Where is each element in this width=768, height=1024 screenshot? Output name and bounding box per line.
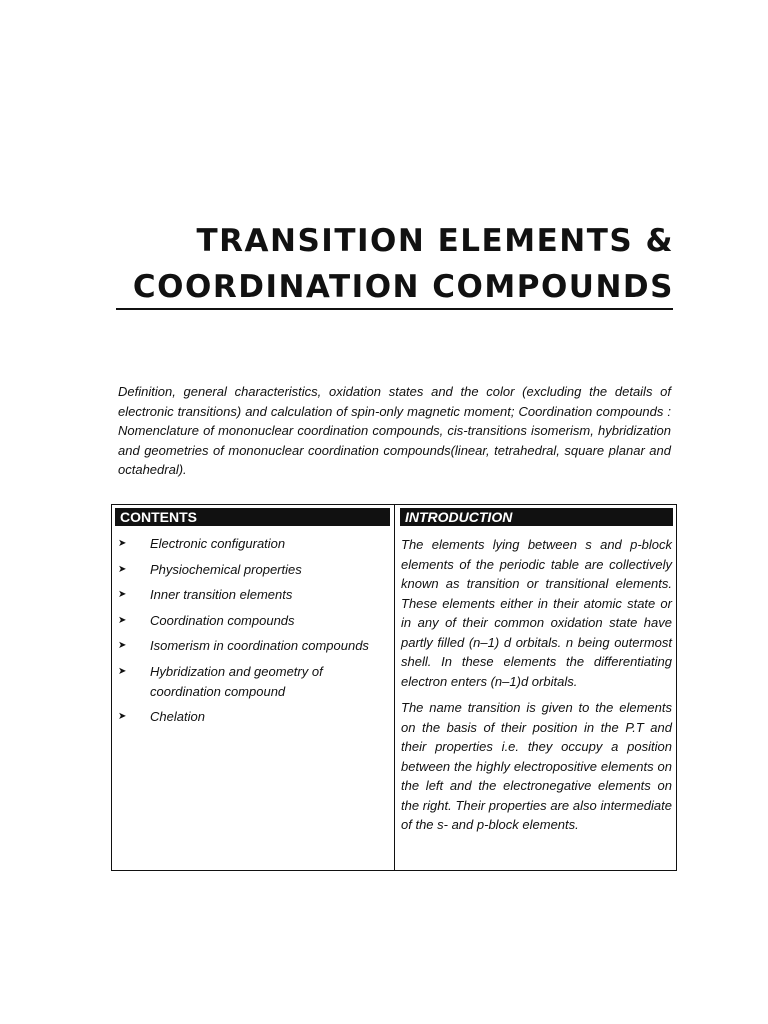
- arrow-bullet-icon: ➤: [118, 640, 127, 651]
- contents-introduction-box: [111, 504, 677, 871]
- introduction-paragraph: The name transition is given to the elements on the basis of their position in the P.T and their properties i.e. they occupy a position between the highly electropositive elements on the left and the electronegative elements on the right. Their properties are also intermediate of the s- and p-block elements.: [401, 700, 672, 832]
- arrow-bullet-icon: ➤: [118, 538, 127, 549]
- contents-heading: CONTENTS: [115, 508, 390, 526]
- contents-item-label: Physiochemical properties: [150, 561, 302, 577]
- contents-item-label: Hybridization and geometry of coordination compound: [150, 663, 323, 699]
- list-item: [116, 662, 394, 702]
- chapter-title-line-2: COORDINATION COMPOUNDS: [132, 269, 674, 305]
- introduction-paragraph: The elements lying between s and p-block elements of the periodic table are collectively known as transition or transitional elements. These elements either in their atomic state or in any of their common oxidation state have partly filled (n–1) d orbitals. n being outermost shell. In these elements the differentiating electron enters (n–1)d orbitals.: [401, 537, 672, 689]
- chapter-title: [118, 218, 674, 310]
- arrow-bullet-icon: ➤: [118, 589, 127, 600]
- syllabus-paragraph: Definition, general characteristics, oxidation states and the color (excluding the details of electronic transitions) and calculation of spin-only magnetic moment; Coordination compounds : Nomenclature of mononuclear coordination compounds, cis-transitions isomerism, hybridization and geometries of mononuclear coordination compounds(linear, tetrahedral, square planar and octahedral).: [118, 384, 671, 478]
- arrow-bullet-icon: ➤: [118, 711, 127, 722]
- list-item: [116, 707, 394, 727]
- chapter-title-line-1: TRANSITION ELEMENTS &: [196, 223, 674, 259]
- contents-list: [116, 534, 394, 733]
- list-item: [116, 636, 394, 656]
- contents-item-label: Electronic configuration: [150, 536, 286, 551]
- arrow-bullet-icon: ➤: [118, 563, 127, 575]
- contents-item-label: Isomerism in coordination compounds: [150, 638, 369, 653]
- introduction-body: [401, 535, 672, 842]
- arrow-bullet-icon: ➤: [118, 614, 127, 626]
- arrow-bullet-icon: ➤: [118, 665, 127, 677]
- introduction-heading: INTRODUCTION: [400, 508, 673, 526]
- list-item: [116, 585, 394, 605]
- list-item: [116, 611, 394, 631]
- contents-item-label: Chelation: [150, 709, 205, 724]
- list-item: [116, 534, 394, 554]
- title-underline: [116, 308, 673, 310]
- column-divider: [394, 505, 395, 870]
- list-item: [116, 560, 394, 580]
- contents-item-label: Inner transition elements: [150, 587, 293, 602]
- contents-item-label: Coordination compounds: [150, 612, 295, 628]
